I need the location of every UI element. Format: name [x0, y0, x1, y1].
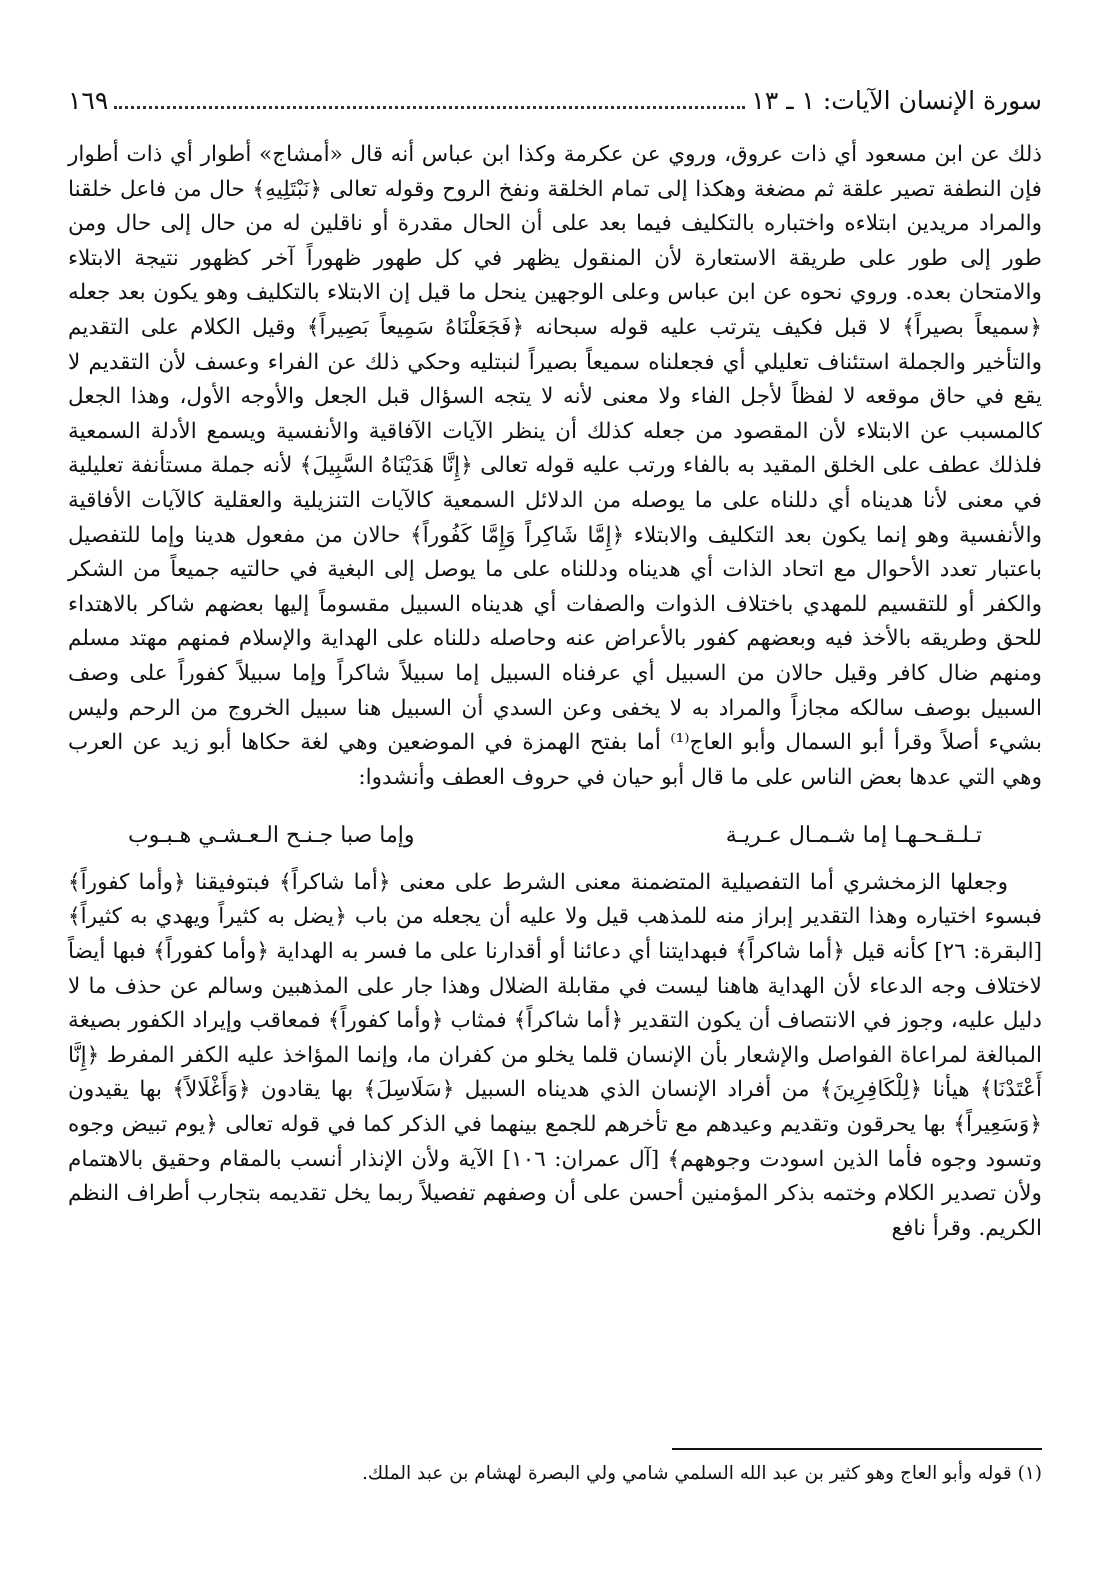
- main-text: [68, 138, 1042, 1246]
- poetry-verse: [68, 795, 1042, 866]
- paragraph-2: وجعلها الزمخشري أما التفصيلية المتضمنة معنى الشرط على معنى ﴿أما شاكراً﴾ فبتوفيقنا ﴿وأما كفوراً﴾ فبسوء اختياره وهذا التقدير إبراز منه للمذهب قيل ولا عليه أن يجعله من باب ﴿يضل به كثيراً ويهدي به كثيراً﴾ [البقرة: ٢٦] كأنه قيل ﴿أما شاكراً﴾ فبهدايتنا أي دعائنا أو أقدارنا على ما فسر به الهداية ﴿وأما كفوراً﴾ فبها أيضاً لاختلاف وجه الدعاء لأن الهداية هاهنا ليست في مقابلة الضلال وهذا جار على المذهبين وسالم عن حذف ما لا دليل عليه، وجوز في الانتصاف أن يكون التقدير ﴿أما شاكراً﴾ فمثاب ﴿وأما كفوراً﴾ فمعاقب وإيراد الكفور بصيغة المبالغة لمراعاة الفواصل والإشعار بأن الإنسان قلما يخلو من كفران ما، وإنما المؤاخذ عليه الكفر المفرط ﴿إِنَّا أَعْتَدْنَا﴾ هيأنا ﴿لِلْكَافِرِينَ﴾ من أفراد الإنسان الذي هديناه السبيل ﴿سَلَاسِلَ﴾ بها يقادون ﴿وَأَغْلَالاً﴾ بها يقيدون ﴿وَسَعِيراً﴾ بها يحرقون وتقديم وعيدهم مع تأخرهم للجمع بينهما في الذكر كما في قوله تعالى ﴿يوم تبيض وجوه وتسود وجوه فأما الذين اسودت وجوههم﴾ [آل عمران: ١٠٦] الآية ولأن الإنذار أنسب بالمقام وحقيق بالاهتمام ولأن تصدير الكلام وختمه بذكر المؤمنين أحسن على أن وصفهم تفصيلاً ربما يخل تقديمه بتجارب أطراف النظم الكريم. وقرأ نافع: [68, 869, 1043, 1241]
- verse-second-hemistich: وإما صبا جـنـح الـعـشـي هـبـوب: [128, 823, 415, 849]
- running-header: [68, 80, 1042, 120]
- page-number: ١٦٩: [68, 85, 109, 115]
- verse-first-hemistich: تـلـقـحـهـا إما شـمـال عـريـة: [725, 823, 982, 849]
- header-title: سورة الإنسان الآيات: ١ ـ ١٣: [751, 85, 1042, 115]
- header-dot-leader: [114, 92, 745, 109]
- paragraph-1: ذلك عن ابن مسعود أي ذات عروق، وروي عن عكرمة وكذا ابن عباس أنه قال «أمشاج» أطوار أي ذات أطوار فإن النطفة تصير علقة ثم مضغة وهكذا إلى تمام الخلقة ونفخ الروح وقوله تعالى ﴿نَبْتَلِيهِ﴾ حال من فاعل خلقنا والمراد مريدين ابتلاءه واختباره بالتكليف فيما بعد على أن الحال مقدرة أو ناقلين له من حال إلى حال ومن طور إلى طور على طريقة الاستعارة لأن المنقول يظهر في كل طهور ظهوراً آخر كظهور نتيجة الابتلاء والامتحان بعده. وروي نحوه عن ابن عباس وعلى الوجهين ينحل ما قيل إن الابتلاء بالتكليف وهو يكون بعد جعله ﴿سميعاً بصيراً﴾ لا قبل فكيف يترتب عليه قوله سبحانه ﴿فَجَعَلْنَاهُ سَمِيعاً بَصِيراً﴾ وقيل الكلام على التقديم والتأخير والجملة استئناف تعليلي أي فجعلناه سميعاً بصيراً لنبتليه وحكي ذلك عن الفراء وعسف لأن التقديم لا يقع في حاق موقعه لا لفظاً لأجل الفاء ولا معنى لأنه لا يتجه السؤال قبل الجعل والأوجه الأول، وهذا الجعل كالمسبب عن الابتلاء لأن المقصود من جعله كذلك أن ينظر الآيات الآفاقية والأنفسية ويسمع الأدلة السمعية فلذلك عطف على الخلق المقيد به بالفاء ورتب عليه قوله تعالى ﴿إِنَّا هَدَيْنَاهُ السَّبِيلَ﴾ لأنه جملة مستأنفة تعليلية في معنى لأنا هديناه أي دللناه على ما يوصله من الدلائل السمعية كالآيات التنزيلية والعقلية كالآيات الأفاقية والأنفسية وهو إنما يكون بعد التكليف والابتلاء ﴿إِمَّا شَاكِراً وَإِمَّا كَفُوراً﴾ حالان من مفعول هدينا وإما للتفصيل باعتبار تعدد الأحوال مع اتحاد الذات أي هديناه ودللناه على ما يوصل إلى البغية في حالتيه جميعاً من الشكر والكفر أو للتقسيم للمهدي باختلاف الذوات والصفات أي هديناه السبيل مقسوماً إليها بعضهم شاكر بالاهتداء للحق وطريقه بالأخذ فيه وبعضهم كفور بالأعراض عنه وحاصله دللناه على الهداية والإسلام فمنهم مهتد مسلم ومنهم ضال كافر وقيل حالان من السبيل أي عرفناه السبيل إما سبيلاً شاكراً وإما سبيلاً كفوراً على وصف السبيل بوصف سالكه مجازاً والمراد به لا يخفى وعن السدي أن السبيل هنا سبيل الخروج من الرحم وليس بشيء أصلاً وقرأ أبو السمال وأبو العاج⁽¹⁾ أما بفتح الهمزة في الموضعين وهي لغة حكاها أبو زيد عن العرب وهي التي عدها بعض الناس على ما قال أبو حيان في حروف العطف وأنشدوا:: [68, 142, 1042, 790]
- footnote-separator: [672, 1448, 1042, 1450]
- footnote: (١) قوله وأبو العاج وهو كثير بن عبد الله السلمي شامي ولي البصرة لهشام بن عبد الملك.: [362, 1463, 1042, 1484]
